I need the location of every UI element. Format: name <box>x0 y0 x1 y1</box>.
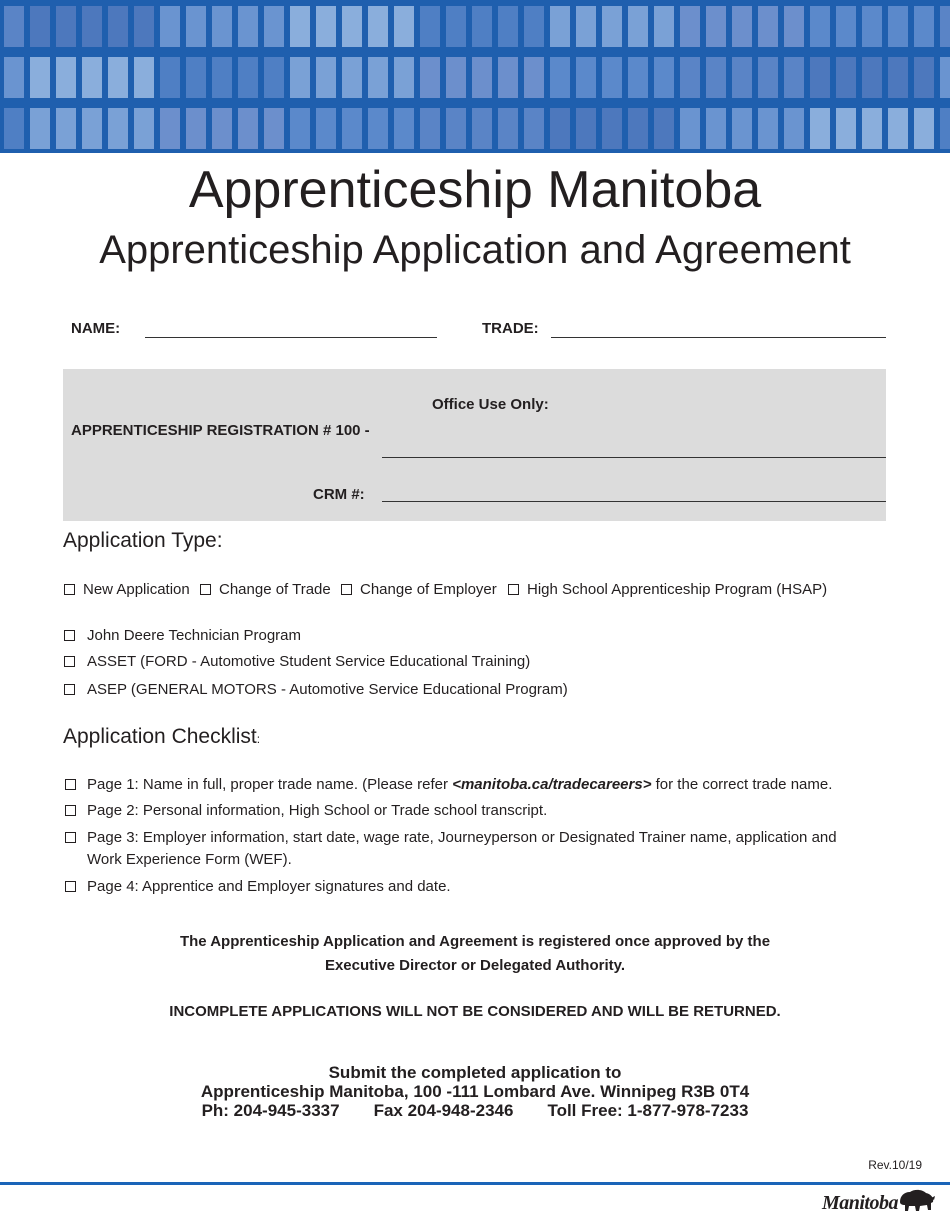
banner-tile <box>576 108 596 149</box>
banner-tile <box>212 108 232 149</box>
banner-tile <box>940 108 950 149</box>
toll-free-number: Toll Free: 1-877-978-7233 <box>547 1101 749 1120</box>
banner-tile <box>498 6 518 47</box>
banner-tile <box>914 108 934 149</box>
checkbox[interactable] <box>200 584 211 595</box>
banner-tile <box>680 57 700 98</box>
tradecareers-link[interactable]: <manitoba.ca/tradecareers> <box>452 776 652 793</box>
option-new-application[interactable]: New Application <box>64 581 190 598</box>
banner-tile <box>134 57 154 98</box>
banner-tile <box>472 57 492 98</box>
banner-tile <box>732 108 752 149</box>
registration-label: APPRENTICESHIP REGISTRATION # 100 - <box>71 422 370 439</box>
banner-tile <box>862 57 882 98</box>
banner-tile <box>602 108 622 149</box>
fax-number: Fax 204-948-2346 <box>373 1101 514 1120</box>
checkbox[interactable] <box>65 881 76 892</box>
banner-tile <box>82 6 102 47</box>
banner-tile <box>108 57 128 98</box>
checklist-item-page2: Page 2: Personal information, High School or Trade school transcript. <box>63 800 883 822</box>
option-asset[interactable]: ASSET (FORD - Automotive Student Service Educational Training) <box>64 653 530 670</box>
banner-tile <box>732 57 752 98</box>
checkbox[interactable] <box>64 630 75 641</box>
banner-tile <box>654 57 674 98</box>
crm-field[interactable] <box>382 481 887 501</box>
submit-address: Apprenticeship Manitoba, 100 -111 Lombard Ave. Winnipeg R3B 0T4 <box>200 1082 750 1101</box>
submit-contacts <box>0 1101 950 1121</box>
banner-tile <box>602 57 622 98</box>
banner-tile <box>238 6 258 47</box>
banner-tile <box>940 57 950 98</box>
banner-tile <box>836 6 856 47</box>
banner-tile <box>602 6 622 47</box>
office-use-heading: Office Use Only: <box>432 396 549 413</box>
registration-underline <box>382 457 886 458</box>
banner-tile <box>550 57 570 98</box>
banner-tile <box>862 6 882 47</box>
banner-tile <box>108 6 128 47</box>
banner-tile <box>836 108 856 149</box>
trade-field[interactable] <box>551 317 887 337</box>
banner-tile <box>446 57 466 98</box>
banner-tile <box>498 108 518 149</box>
banner-tile <box>238 108 258 149</box>
banner-tile <box>472 6 492 47</box>
checklist-item-page4: Page 4: Apprentice and Employer signatures and date. <box>63 876 883 898</box>
checkbox[interactable] <box>64 584 75 595</box>
banner-tile <box>888 57 908 98</box>
banner-tile <box>316 57 336 98</box>
checklist-item-page1: Page 1: Name in full, proper trade name. (Please refer <manitoba.ca/tradecareers> for the correct trade name. <box>63 774 883 796</box>
incomplete-warning: INCOMPLETE APPLICATIONS WILL NOT BE CONSIDERED AND WILL BE RETURNED. <box>169 1003 781 1020</box>
banner-tile <box>550 108 570 149</box>
bison-icon <box>898 1188 936 1219</box>
checkbox[interactable] <box>64 656 75 667</box>
page-subtitle: Apprenticeship Application and Agreement <box>99 228 851 272</box>
banner-tile <box>888 6 908 47</box>
name-field[interactable] <box>145 317 438 337</box>
phone-number: Ph: 204-945-3337 <box>201 1101 340 1120</box>
banner-tile <box>706 6 726 47</box>
banner-tile <box>576 6 596 47</box>
checklist-item-page3: Page 3: Employer information, start date, wage rate, Journeyperson or Designated Trainer name, application and Work Experience Form (WEF). <box>63 827 873 871</box>
banner-tile <box>524 57 544 98</box>
banner-tile <box>342 6 362 47</box>
checklist-heading: Application Checklist: <box>63 725 261 748</box>
banner-tile <box>940 6 950 47</box>
banner-tile <box>290 6 310 47</box>
trade-label: TRADE: <box>482 320 539 337</box>
checkbox[interactable] <box>65 805 76 816</box>
banner-tile <box>108 108 128 149</box>
banner-tile <box>342 108 362 149</box>
banner-tile <box>836 57 856 98</box>
revision-label: Rev.10/19 <box>868 1158 922 1172</box>
banner-tile <box>654 108 674 149</box>
banner-tile <box>342 57 362 98</box>
banner-tile <box>290 108 310 149</box>
banner-tile <box>394 6 414 47</box>
banner-tile <box>680 6 700 47</box>
banner-tile <box>30 57 50 98</box>
banner-tile <box>810 108 830 149</box>
banner-tile <box>628 108 648 149</box>
banner-tile <box>862 108 882 149</box>
banner-tile <box>186 108 206 149</box>
banner-tile <box>264 57 284 98</box>
banner-tile <box>264 108 284 149</box>
banner-tile <box>810 57 830 98</box>
banner-tile <box>4 108 24 149</box>
banner-tile <box>56 6 76 47</box>
option-hsap[interactable]: High School Apprenticeship Program (HSAP) <box>508 581 827 598</box>
option-john-deere[interactable]: John Deere Technician Program <box>64 627 301 644</box>
checkbox[interactable] <box>508 584 519 595</box>
banner-tile <box>524 108 544 149</box>
trade-underline <box>551 337 886 338</box>
checkbox[interactable] <box>65 832 76 843</box>
banner-tile <box>784 57 804 98</box>
page-title: Apprenticeship Manitoba <box>188 161 762 219</box>
banner-tile <box>524 6 544 47</box>
banner-tile <box>888 108 908 149</box>
banner-tile <box>134 108 154 149</box>
manitoba-logo <box>822 1188 936 1219</box>
registered-note-line1: The Apprenticeship Application and Agreement is registered once approved by the <box>179 933 771 950</box>
banner-tile <box>160 6 180 47</box>
banner-tile <box>186 57 206 98</box>
banner-tile <box>368 6 388 47</box>
option-change-of-employer[interactable]: Change of Employer <box>341 581 497 598</box>
banner-tile <box>420 108 440 149</box>
checkbox[interactable] <box>64 684 75 695</box>
banner-tile <box>810 6 830 47</box>
banner-tile <box>264 6 284 47</box>
banner-tile <box>56 57 76 98</box>
banner-tile <box>30 108 50 149</box>
checkbox[interactable] <box>341 584 352 595</box>
banner-tile <box>680 108 700 149</box>
banner-tile <box>498 57 518 98</box>
banner-tile <box>784 108 804 149</box>
banner-tile <box>628 6 648 47</box>
banner-tile <box>394 108 414 149</box>
banner-tile <box>368 108 388 149</box>
checkbox[interactable] <box>65 779 76 790</box>
banner-tile <box>420 57 440 98</box>
banner-tile <box>472 108 492 149</box>
banner-tile <box>56 108 76 149</box>
registration-field[interactable] <box>382 436 887 456</box>
crm-underline <box>382 501 886 502</box>
banner-tile <box>82 57 102 98</box>
banner-tile <box>706 108 726 149</box>
banner-tile <box>758 57 778 98</box>
banner-tile <box>706 57 726 98</box>
option-asep[interactable]: ASEP (GENERAL MOTORS - Automotive Service Educational Program) <box>64 681 568 698</box>
banner-tile <box>30 6 50 47</box>
footer-rule <box>0 1182 950 1185</box>
banner-tile <box>160 57 180 98</box>
banner-tile <box>758 108 778 149</box>
banner-tile <box>394 57 414 98</box>
banner-tile <box>914 6 934 47</box>
header-banner <box>0 0 950 153</box>
banner-tile <box>4 6 24 47</box>
banner-tile <box>212 57 232 98</box>
banner-tile <box>134 6 154 47</box>
banner-tile <box>446 108 466 149</box>
banner-tile <box>628 57 648 98</box>
banner-tile <box>784 6 804 47</box>
crm-label: CRM #: <box>313 486 365 503</box>
banner-tile <box>420 6 440 47</box>
name-label: NAME: <box>71 320 121 337</box>
option-change-of-trade[interactable]: Change of Trade <box>200 581 331 598</box>
banner-tile <box>576 57 596 98</box>
banner-tile <box>238 57 258 98</box>
registered-note-line2: Executive Director or Delegated Authority. <box>324 957 626 974</box>
banner-tile <box>212 6 232 47</box>
submit-line1: Submit the completed application to <box>328 1063 622 1082</box>
banner-tile <box>186 6 206 47</box>
banner-tile <box>82 108 102 149</box>
banner-tile <box>316 6 336 47</box>
banner-tile <box>550 6 570 47</box>
banner-tile <box>4 57 24 98</box>
banner-tile <box>160 108 180 149</box>
logo-wordmark: Manitoba <box>821 1192 898 1214</box>
banner-tile <box>368 57 388 98</box>
name-underline <box>145 337 437 338</box>
banner-tile <box>654 6 674 47</box>
banner-tile <box>914 57 934 98</box>
banner-tile <box>732 6 752 47</box>
banner-tile <box>290 57 310 98</box>
banner-tile <box>446 6 466 47</box>
banner-pattern <box>0 0 950 153</box>
application-type-heading: Application Type: <box>63 529 223 552</box>
banner-tile <box>758 6 778 47</box>
banner-tile <box>316 108 336 149</box>
